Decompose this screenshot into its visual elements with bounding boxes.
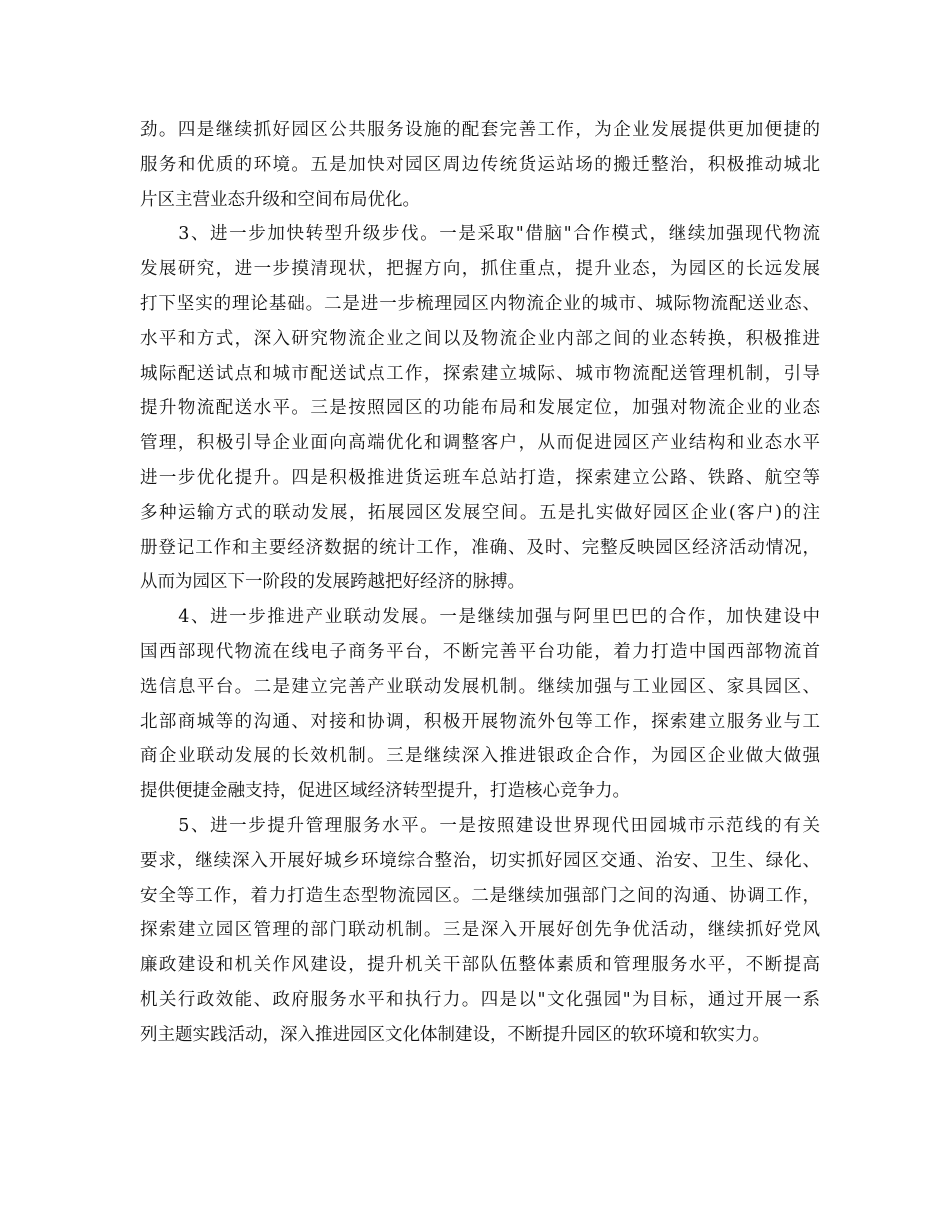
text-line: 打下坚实的理论基础。二是进一步梳理园区内物流企业的城市、城际物流配送业态、: [140, 293, 820, 314]
text-line: 城际配送试点和城市配送试点工作，探索建立城际、城市物流配送管理机制，引导: [140, 363, 820, 384]
text-line: 多种运输方式的联动发展，拓展园区发展空间。五是扎实做好园区企业(客户)的注: [140, 502, 820, 523]
text-line: 水平和方式，深入研究物流企业之间以及物流企业内部之间的业态转换，积极推进: [140, 328, 820, 349]
text-line: 探索建立园区管理的部门联动机制。三是深入开展好创先争优活动，继续抓好党风: [140, 920, 820, 941]
text-line: 片区主营业态升级和空间布局优化。: [140, 189, 420, 210]
text-line: 国西部现代物流在线电子商务平台，不断完善平台功能，着力打造中国西部物流首: [140, 641, 820, 662]
paragraph: [140, 217, 820, 600]
body-text: [140, 113, 820, 1053]
text-line: 安全等工作，着力打造生态型物流园区。二是继续加强部门之间的沟通、协调工作，: [140, 885, 820, 906]
text-line: 要求，继续深入开展好城乡环境综合整治，切实抓好园区交通、治安、卫生、绿化、: [140, 850, 820, 871]
paragraph: [140, 809, 820, 1053]
paragraph: [140, 113, 820, 217]
text-line: 机关行政效能、政府服务水平和执行力。四是以"文化强园"为目标，通过开展一系: [140, 989, 820, 1010]
text-line: 从而为园区下一阶段的发展跨越把好经济的脉搏。: [140, 572, 525, 593]
text-line: 4、进一步推进产业联动发展。一是继续加强与阿里巴巴的合作，加快建设中: [140, 607, 820, 628]
paragraph: [140, 600, 820, 809]
text-line: 商企业联动发展的长效机制。三是继续深入推进银政企合作，为园区企业做大做强: [140, 746, 820, 767]
text-line: 提升物流配送水平。三是按照园区的功能布局和发展定位，加强对物流企业的业态: [140, 398, 820, 419]
text-line: 5、进一步提升管理服务水平。一是按照建设世界现代田园城市示范线的有关: [140, 815, 820, 836]
text-line: 3、进一步加快转型升级步伐。一是采取"借脑"合作模式，继续加强现代物流: [140, 224, 820, 245]
text-line: 进一步优化提升。四是积极推进货运班车总站打造，探索建立公路、铁路、航空等: [140, 467, 820, 488]
text-line: 选信息平台。二是建立完善产业联动发展机制。继续加强与工业园区、家具园区、: [140, 676, 820, 697]
text-line: 劲。四是继续抓好园区公共服务设施的配套完善工作，为企业发展提供更加便捷的: [140, 120, 820, 140]
text-line: 提供便捷金融支持，促进区域经济转型提升，打造核心竞争力。: [140, 781, 630, 802]
text-line: 管理，积极引导企业面向高端优化和调整客户，从而促进园区产业结构和业态水平: [140, 433, 820, 454]
text-line: 册登记工作和主要经济数据的统计工作，准确、及时、完整反映园区经济活动情况，: [140, 537, 820, 558]
text-line: 服务和优质的环境。五是加快对园区周边传统货运站场的搬迁整治，积极推动城北: [140, 154, 820, 175]
text-line: 北部商城等的沟通、对接和协调，积极开展物流外包等工作，探索建立服务业与工: [140, 711, 820, 732]
text-line: 发展研究，进一步摸清现状，把握方向，抓住重点，提升业态，为园区的长远发展: [140, 259, 820, 280]
text-line: 列主题实践活动，深入推进园区文化体制建设，不断提升园区的软环境和软实力。: [140, 1024, 770, 1045]
text-line: 廉政建设和机关作风建设，提升机关干部队伍整体素质和管理服务水平，不断提高: [140, 955, 820, 976]
